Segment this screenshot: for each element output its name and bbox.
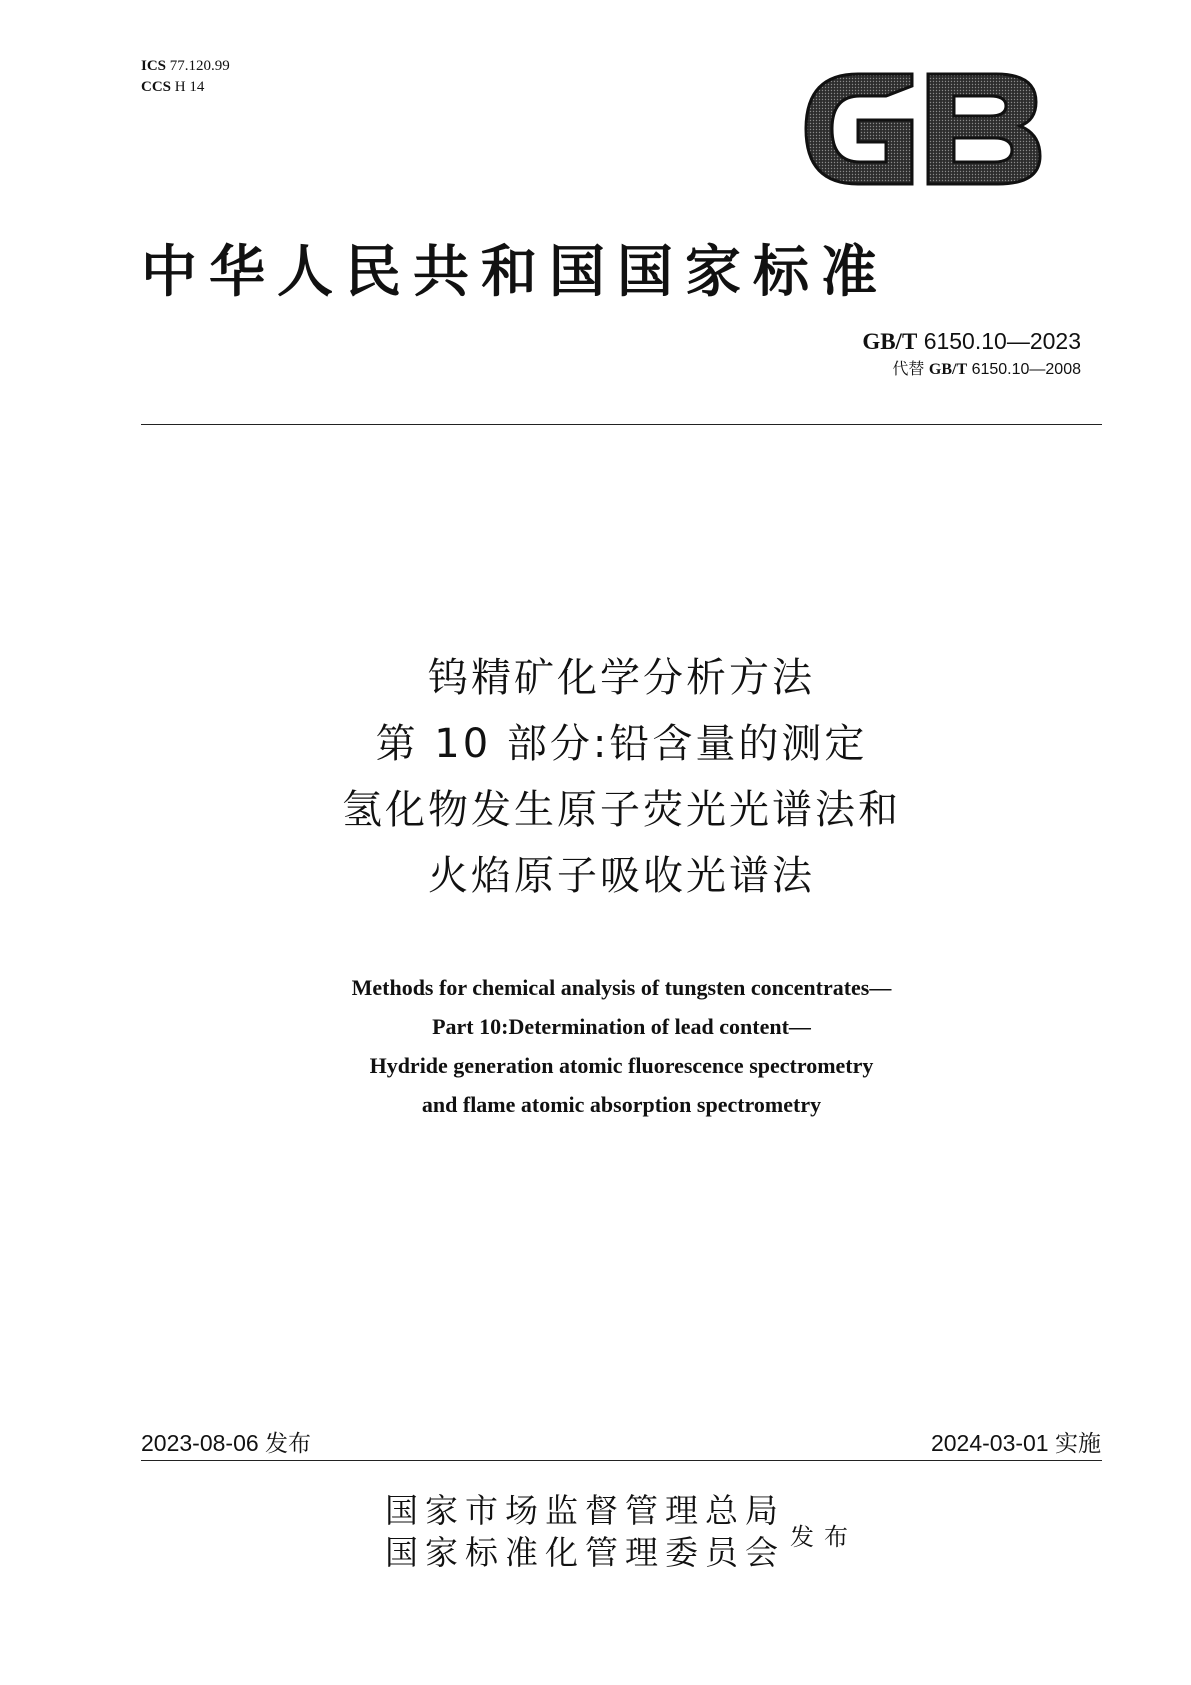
ics-line	[141, 56, 230, 77]
header-divider	[141, 424, 1102, 425]
replaces-line	[862, 357, 1081, 383]
english-title-line-4: and flame atomic absorption spectrometry	[421, 1092, 822, 1117]
footer-divider	[141, 1460, 1102, 1461]
english-title-line-3: Hydride generation atomic fluorescence spectrometry	[369, 1053, 874, 1078]
chinese-title-line-2: 第 10 部分:铅含量的测定	[375, 721, 868, 767]
replaces-prefix: GB/T	[928, 361, 968, 378]
issue-date: 2023-08-06 发布	[141, 1430, 312, 1456]
chinese-title-line-1: 钨精矿化学分析方法	[428, 655, 815, 701]
ics-value: 77.120.99	[169, 58, 230, 74]
standard-number	[862, 326, 1081, 357]
ccs-label: CCS	[141, 79, 172, 95]
standard-number-block	[862, 326, 1081, 383]
gb-logo	[800, 68, 1046, 190]
standard-code: 6150.10—2023	[923, 328, 1081, 354]
publisher-2: 国家标准化管理委员会	[385, 1533, 785, 1572]
english-title-line-2: Part 10:Determination of lead content—	[432, 1014, 811, 1039]
ccs-line	[141, 77, 230, 98]
publisher-1: 国家市场监督管理总局	[385, 1491, 785, 1530]
ics-label: ICS	[141, 58, 167, 74]
implementation-date: 2024-03-01 实施	[930, 1430, 1101, 1456]
ccs-value: H 14	[174, 79, 205, 95]
national-standard-title: 中华人民共和国国家标准	[141, 239, 889, 305]
publishers	[385, 1490, 785, 1574]
replaces-label: 代替	[892, 361, 925, 378]
replaces-code: 6150.10—2008	[971, 361, 1081, 378]
publish-label: 发布	[790, 1523, 858, 1551]
chinese-title-line-3: 氢化物发生原子荧光光谱法和	[342, 787, 901, 833]
chinese-title-line-4: 火焰原子吸收光谱法	[428, 853, 815, 899]
classification-codes	[141, 56, 230, 98]
english-title	[141, 968, 1102, 1124]
english-title-line-1: Methods for chemical analysis of tungsten concentrates—	[351, 975, 892, 1000]
standard-prefix: GB/T	[862, 329, 918, 354]
chinese-title	[141, 645, 1102, 909]
